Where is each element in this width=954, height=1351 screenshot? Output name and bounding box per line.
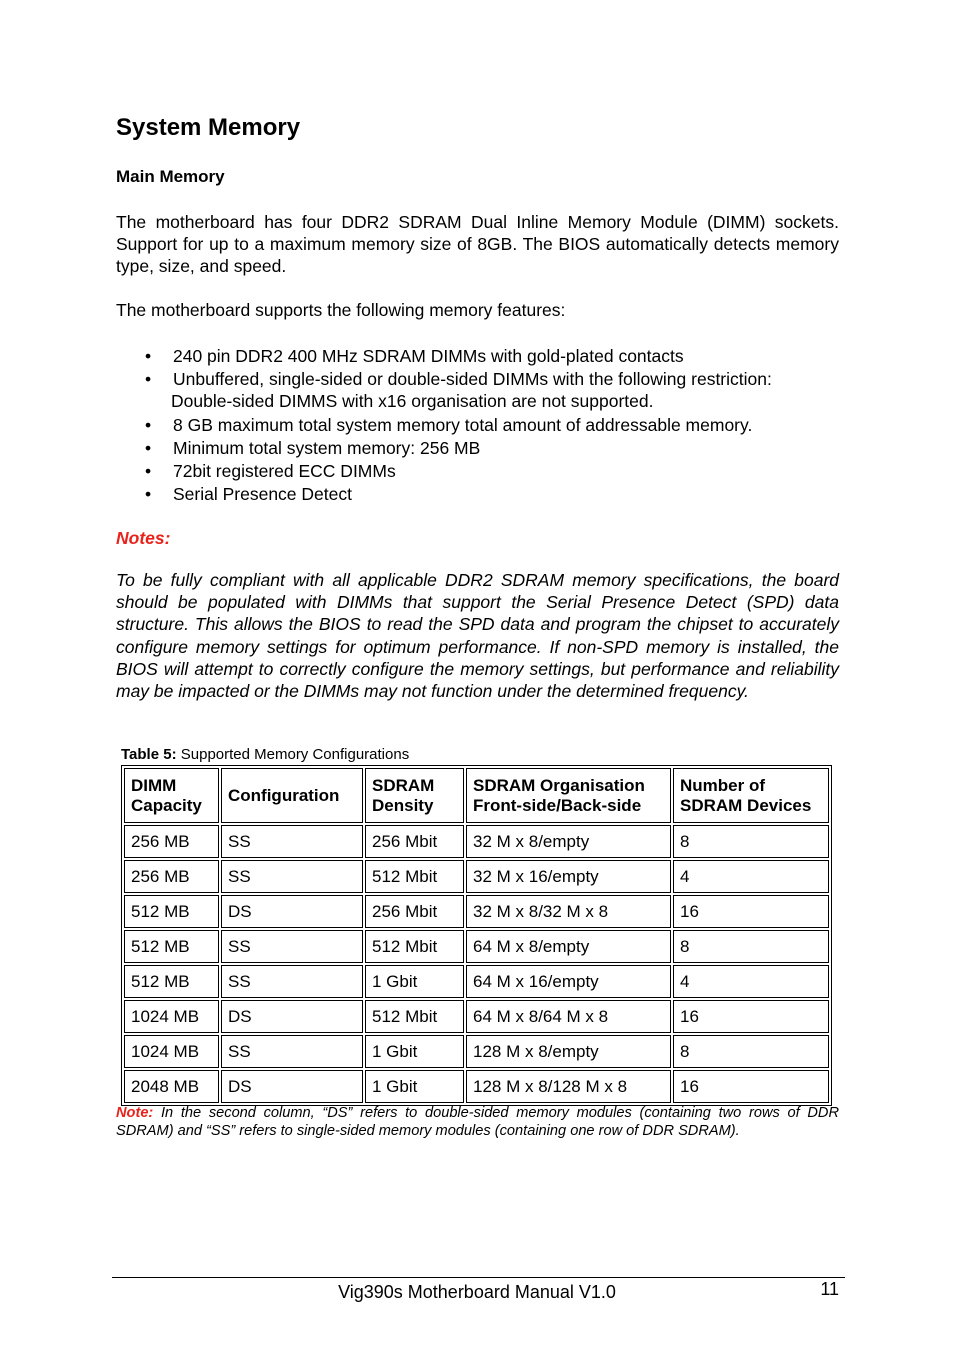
cell-organisation: 32 M x 16/empty	[466, 860, 671, 893]
features-intro: The motherboard supports the following memory features:	[116, 300, 566, 320]
cell-organisation: 128 M x 8/empty	[466, 1035, 671, 1068]
table-row	[124, 965, 829, 998]
cell-organisation: 64 M x 16/empty	[466, 965, 671, 998]
list-item	[116, 345, 839, 367]
feature-text: Unbuffered, single-sided or double-sided DIMMs with the following restriction:	[173, 369, 772, 390]
bullet-icon: •	[145, 414, 152, 435]
cell-capacity: 1024 MB	[124, 1035, 219, 1068]
cell-capacity: 1024 MB	[124, 1000, 219, 1033]
list-item	[116, 414, 839, 436]
cell-devices: 8	[673, 825, 829, 858]
table-row	[124, 825, 829, 858]
cell-capacity: 512 MB	[124, 895, 219, 928]
list-item	[116, 460, 839, 482]
cell-density: 256 Mbit	[365, 895, 464, 928]
cell-configuration: SS	[221, 825, 363, 858]
footer-title: Vig390s Motherboard Manual V1.0	[338, 1282, 616, 1302]
bullet-icon: •	[145, 461, 152, 482]
feature-restriction: Double-sided DIMMS with x16 organisation are not supported.	[171, 391, 654, 412]
cell-organisation: 32 M x 8/empty	[466, 825, 671, 858]
cell-organisation: 128 M x 8/128 M x 8	[466, 1070, 671, 1103]
table-note-label: Note:	[116, 1105, 154, 1121]
feature-text: 240 pin DDR2 400 MHz SDRAM DIMMs with gold-plated contacts	[173, 346, 684, 366]
section-title: Main Memory	[116, 167, 225, 186]
cell-density: 1 Gbit	[365, 1035, 464, 1068]
header-configuration: Configuration	[221, 768, 363, 823]
footer-divider	[112, 1277, 845, 1278]
cell-density: 1 Gbit	[365, 965, 464, 998]
cell-devices: 16	[673, 1070, 829, 1103]
cell-density: 1 Gbit	[365, 1070, 464, 1103]
list-item	[116, 368, 839, 412]
page-title: System Memory	[116, 114, 301, 141]
header-number-devices: Number of SDRAM Devices	[673, 768, 829, 823]
cell-configuration: DS	[221, 1070, 363, 1103]
list-item	[116, 437, 839, 459]
table-note	[116, 1104, 839, 1140]
feature-text: Serial Presence Detect	[173, 484, 352, 505]
notes-heading: Notes:	[116, 528, 171, 548]
page-number: 11	[820, 1279, 839, 1299]
cell-devices: 8	[673, 930, 829, 963]
table-row	[124, 1035, 829, 1068]
header-dimm-capacity: DIMM Capacity	[124, 768, 219, 823]
bullet-icon: •	[145, 369, 152, 390]
cell-devices: 4	[673, 860, 829, 893]
list-item	[116, 483, 839, 505]
cell-devices: 4	[673, 965, 829, 998]
cell-configuration: SS	[221, 860, 363, 893]
table-caption-text: Supported Memory Configurations	[180, 746, 410, 763]
table-row	[124, 860, 829, 893]
bullet-icon: •	[145, 346, 152, 366]
cell-capacity: 512 MB	[124, 930, 219, 963]
feature-text: Minimum total system memory: 256 MB	[173, 437, 481, 458]
table-caption-label: Table 5:	[121, 746, 177, 763]
table-caption	[121, 746, 409, 763]
cell-density: 512 Mbit	[365, 860, 464, 893]
intro-paragraph: The motherboard has four DDR2 SDRAM Dual Inline Memory Module (DIMM) sockets. Support for up to a maximum memory size of 8GB. The BIOS automatically detects memory type, size, and speed.	[116, 212, 839, 276]
cell-density: 256 Mbit	[365, 825, 464, 858]
cell-devices: 8	[673, 1035, 829, 1068]
notes-body: To be fully compliant with all applicable DDR2 SDRAM memory specifications, the board should be populated with DIMMs that support the Serial Presence Detect (SPD) data structure. This allows the BIOS to read the SPD data and program the chipset to accurately configure memory settings for optimum performance. If non-SPD memory is installed, the BIOS will attempt to correctly configure the memory settings, but performance and reliability may be impacted or the DIMMs may not function under the determined frequency.	[116, 570, 839, 702]
table-row	[124, 1070, 829, 1103]
memory-config-table	[121, 765, 832, 1106]
feature-text: 8 GB maximum total system memory total amount of addressable memory.	[173, 414, 753, 435]
cell-organisation: 64 M x 8/empty	[466, 930, 671, 963]
cell-devices: 16	[673, 1000, 829, 1033]
cell-configuration: SS	[221, 1035, 363, 1068]
table-note-text: In the second column, “DS” refers to double-sided memory modules (containing two rows of DDR SDRAM) and “SS” refers to single-sided memory modules (containing one row of DDR SDRAM).	[116, 1105, 839, 1139]
cell-organisation: 64 M x 8/64 M x 8	[466, 1000, 671, 1033]
cell-capacity: 256 MB	[124, 860, 219, 893]
table-row	[124, 895, 829, 928]
bullet-icon: •	[145, 484, 152, 505]
table-row	[124, 930, 829, 963]
header-sdram-density: SDRAM Density	[365, 768, 464, 823]
cell-density: 512 Mbit	[365, 930, 464, 963]
feature-list	[116, 345, 839, 507]
cell-configuration: SS	[221, 965, 363, 998]
cell-configuration: SS	[221, 930, 363, 963]
cell-configuration: DS	[221, 895, 363, 928]
cell-organisation: 32 M x 8/32 M x 8	[466, 895, 671, 928]
cell-capacity: 256 MB	[124, 825, 219, 858]
bullet-icon: •	[145, 437, 152, 458]
header-sdram-organisation: SDRAM Organisation Front-side/Back-side	[466, 768, 671, 823]
cell-configuration: DS	[221, 1000, 363, 1033]
feature-text: 72bit registered ECC DIMMs	[173, 461, 396, 482]
cell-capacity: 2048 MB	[124, 1070, 219, 1103]
cell-capacity: 512 MB	[124, 965, 219, 998]
table-header-row	[124, 768, 829, 823]
cell-devices: 16	[673, 895, 829, 928]
cell-density: 512 Mbit	[365, 1000, 464, 1033]
table-row	[124, 1000, 829, 1033]
